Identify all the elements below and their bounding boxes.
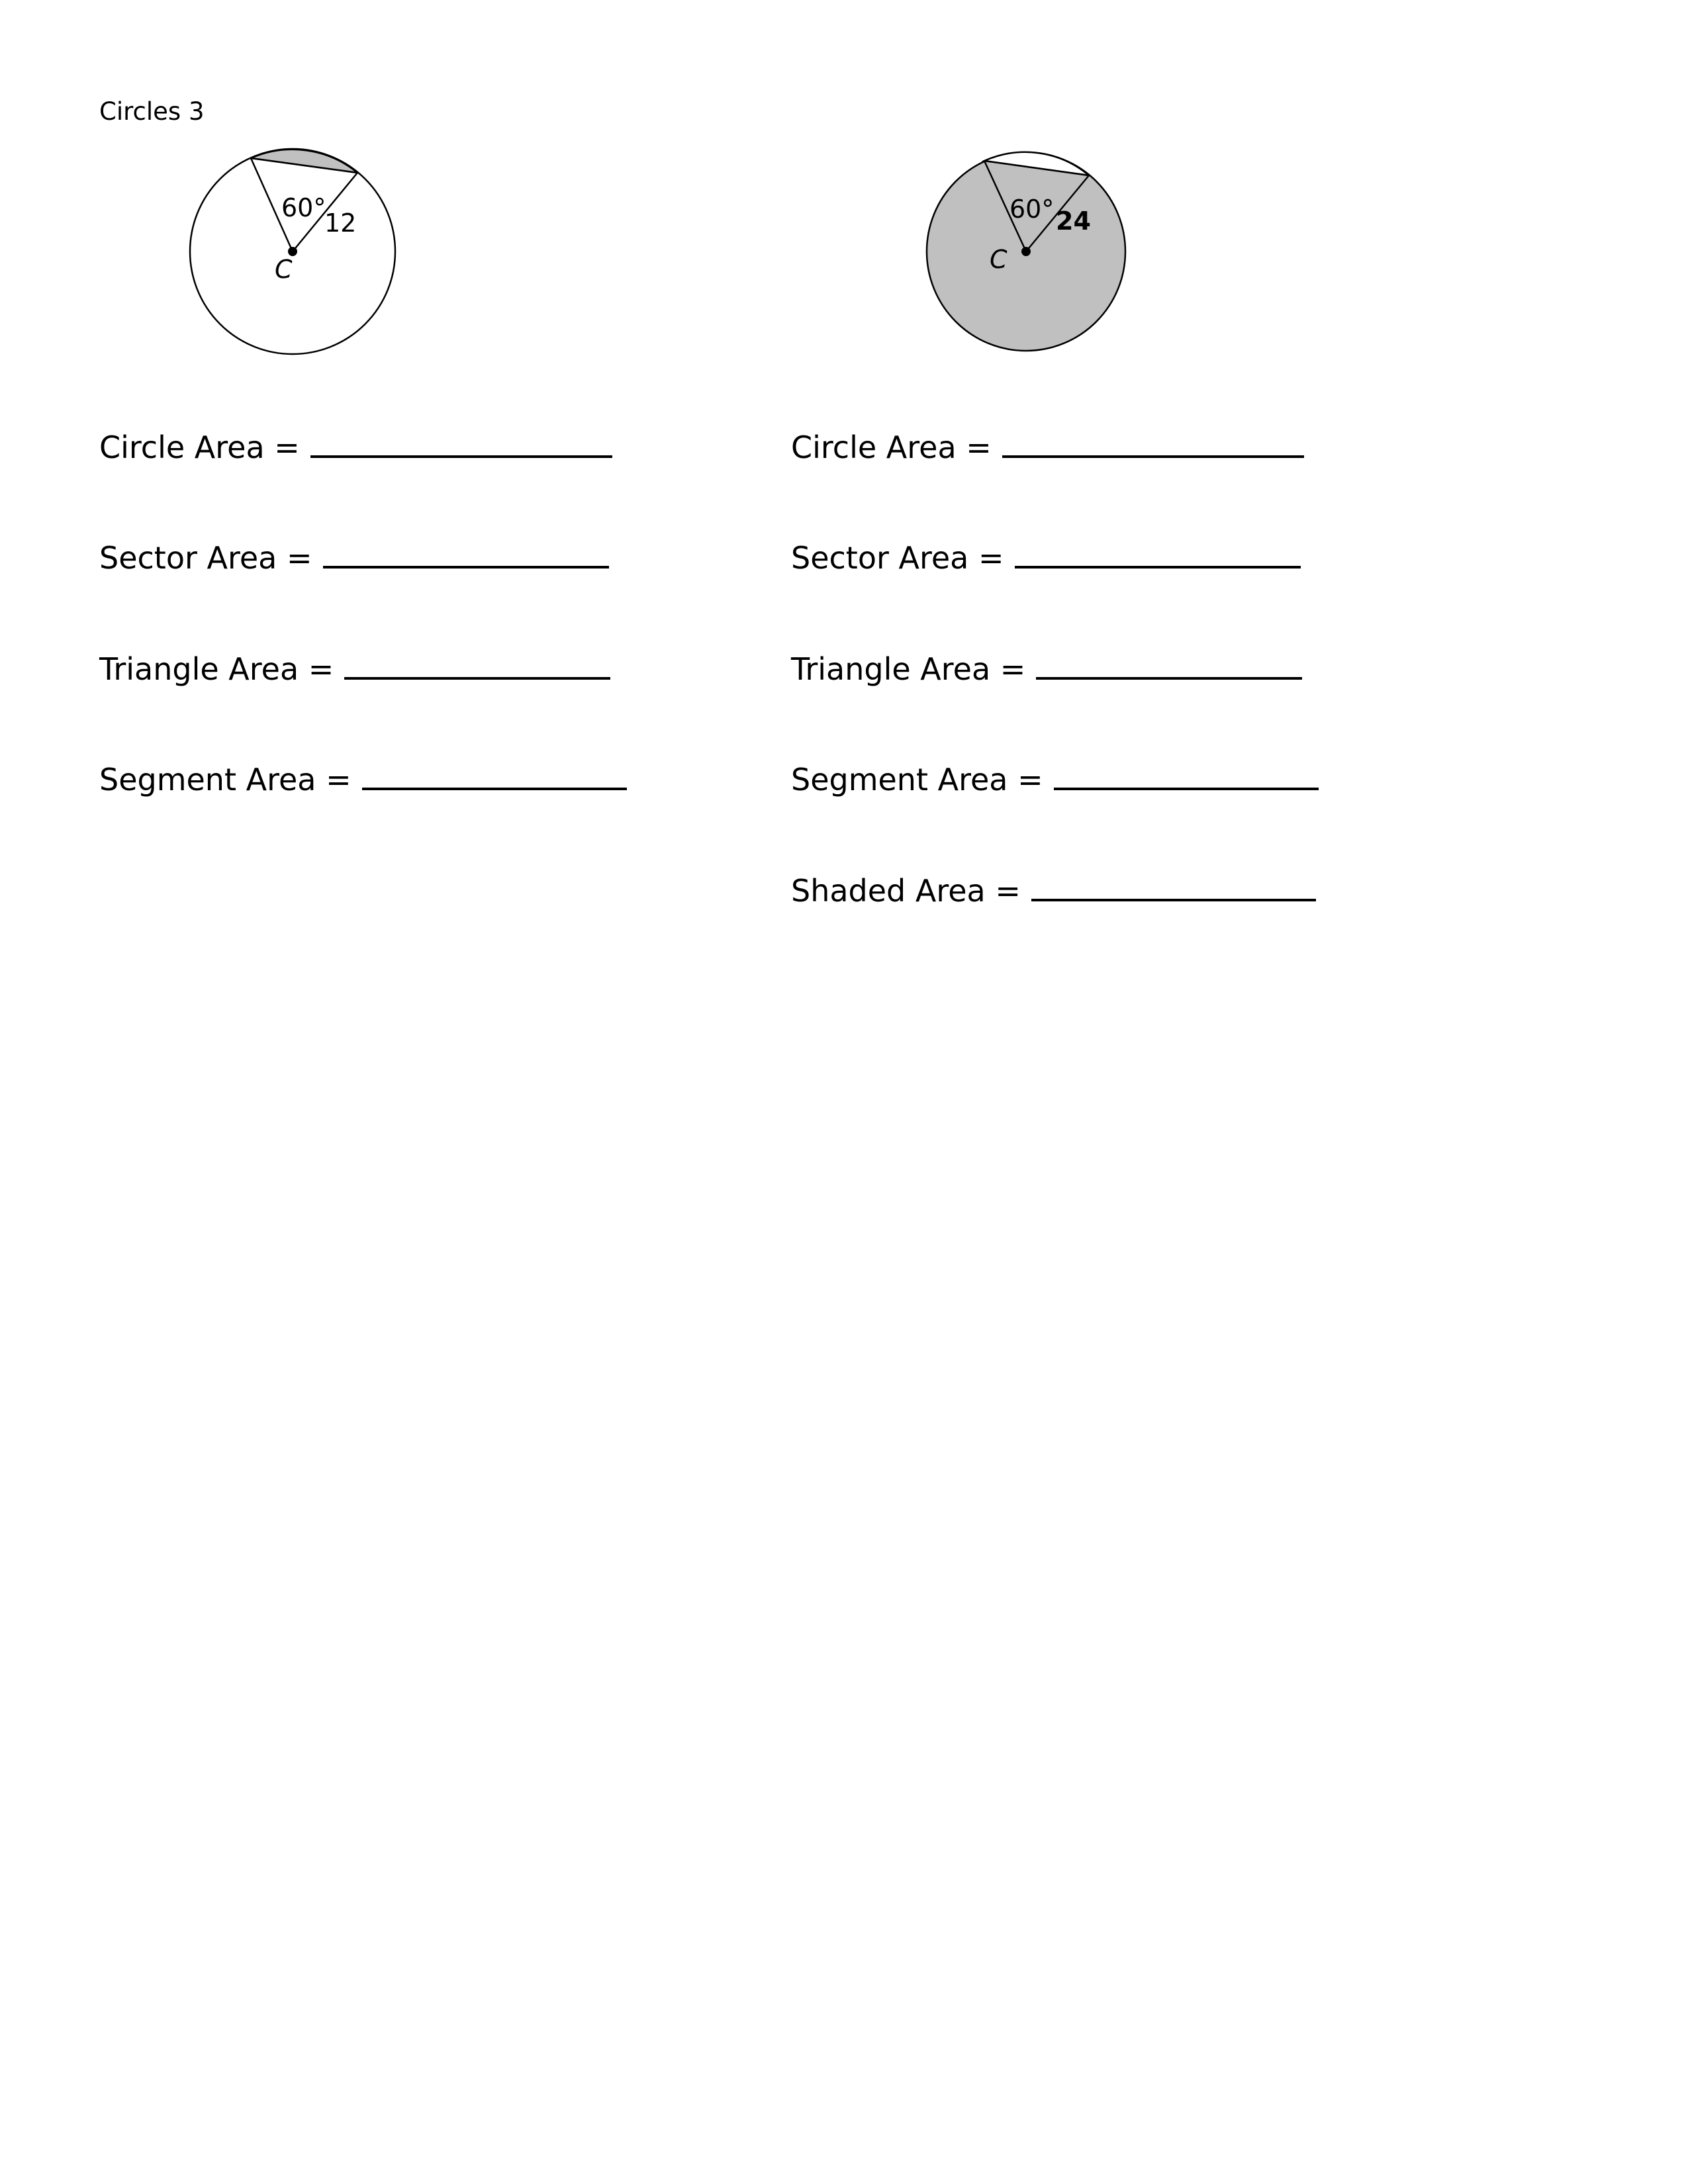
left-sector-area-row bbox=[99, 539, 609, 576]
shaded-area-answer-blank[interactable] bbox=[1031, 872, 1316, 901]
angle-label: 60° bbox=[1009, 195, 1055, 224]
radius-label: 24 bbox=[1056, 206, 1091, 236]
right-shaded-area-row bbox=[791, 872, 1316, 909]
worksheet-title: Circles 3 bbox=[99, 97, 205, 126]
right-sector-area-row bbox=[791, 539, 1301, 576]
circle-figure-left bbox=[182, 142, 407, 367]
triangle-area-label: Triangle Area = bbox=[99, 651, 334, 687]
center-label: C bbox=[990, 245, 1008, 274]
circle-area-answer-blank[interactable] bbox=[310, 429, 612, 458]
left-triangle-area-row bbox=[99, 651, 610, 687]
segment-area-label: Segment Area = bbox=[99, 762, 352, 797]
sector-area-label: Sector Area = bbox=[791, 540, 1004, 576]
circle-area-answer-blank[interactable] bbox=[1002, 429, 1304, 458]
segment-area-answer-blank[interactable] bbox=[362, 761, 627, 790]
sector-area-answer-blank[interactable] bbox=[323, 539, 609, 569]
triangle-area-answer-blank[interactable] bbox=[344, 651, 610, 680]
circle-area-label: Circle Area = bbox=[791, 430, 992, 465]
shaded-area-label: Shaded Area = bbox=[791, 873, 1021, 909]
left-segment-area-row bbox=[99, 761, 627, 795]
circle-area-label: Circle Area = bbox=[99, 430, 300, 465]
left-circle-area-row bbox=[99, 429, 612, 463]
right-triangle-area-row bbox=[791, 651, 1302, 687]
radius-label: 12 bbox=[324, 208, 357, 238]
right-segment-area-row bbox=[791, 761, 1319, 795]
triangle-area-answer-blank[interactable] bbox=[1036, 651, 1302, 680]
angle-label: 60° bbox=[281, 193, 326, 222]
triangle-area-label: Triangle Area = bbox=[791, 651, 1026, 687]
center-label: C bbox=[275, 255, 293, 284]
right-circle-area-row bbox=[791, 429, 1304, 463]
sector-area-answer-blank[interactable] bbox=[1015, 539, 1301, 569]
center-point bbox=[1021, 247, 1031, 256]
circle-figure-right bbox=[923, 142, 1142, 361]
segment-area-label: Segment Area = bbox=[791, 762, 1043, 797]
sector-area-label: Sector Area = bbox=[99, 540, 312, 576]
segment-area-answer-blank[interactable] bbox=[1054, 761, 1319, 790]
